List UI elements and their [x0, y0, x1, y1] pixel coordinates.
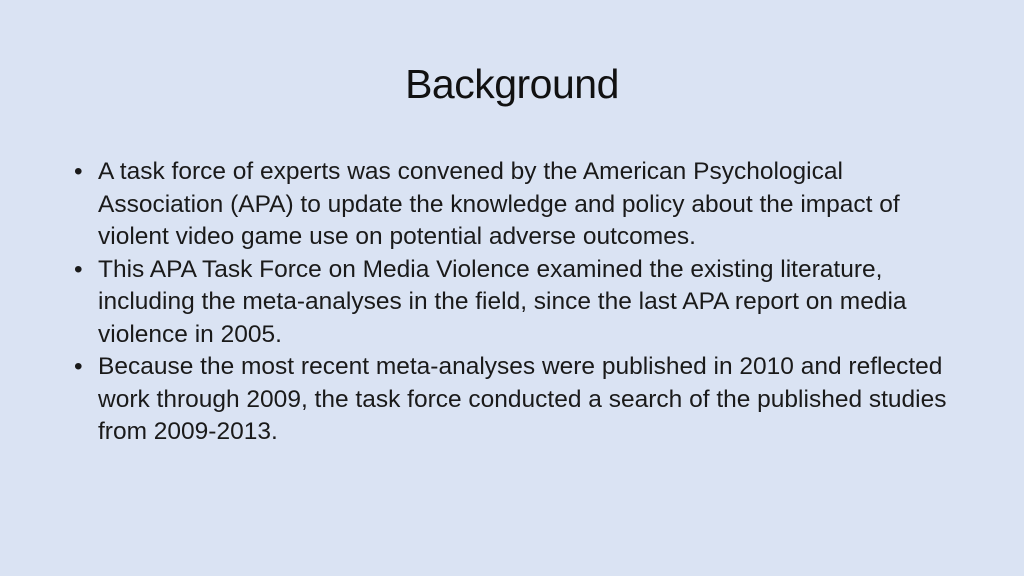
bullet-item	[74, 254, 954, 352]
bullet-list	[74, 156, 954, 449]
bullet-item	[74, 351, 954, 449]
slide-title: Background	[405, 61, 619, 107]
bullet-dot-icon: •	[74, 255, 83, 283]
bullet-text: A task force of experts was convened by the American Psychological Association (APA) to update the knowledge and policy about the impact of violent video game use on potential adverse outcomes.	[98, 158, 900, 250]
bullet-dot-icon: •	[74, 353, 83, 380]
bullet-item	[74, 156, 954, 254]
bullet-text: Because the most recent meta-analyses were published in 2010 and reflected work through 2009, the task force conducted a search of the published studies from 2009-2013.	[98, 353, 947, 445]
bullet-dot-icon: •	[74, 158, 83, 185]
bullet-text: This APA Task Force on Media Violence examined the existing literature, including the meta-analyses in the field, since the last APA report on media violence in 2005.	[98, 255, 907, 348]
